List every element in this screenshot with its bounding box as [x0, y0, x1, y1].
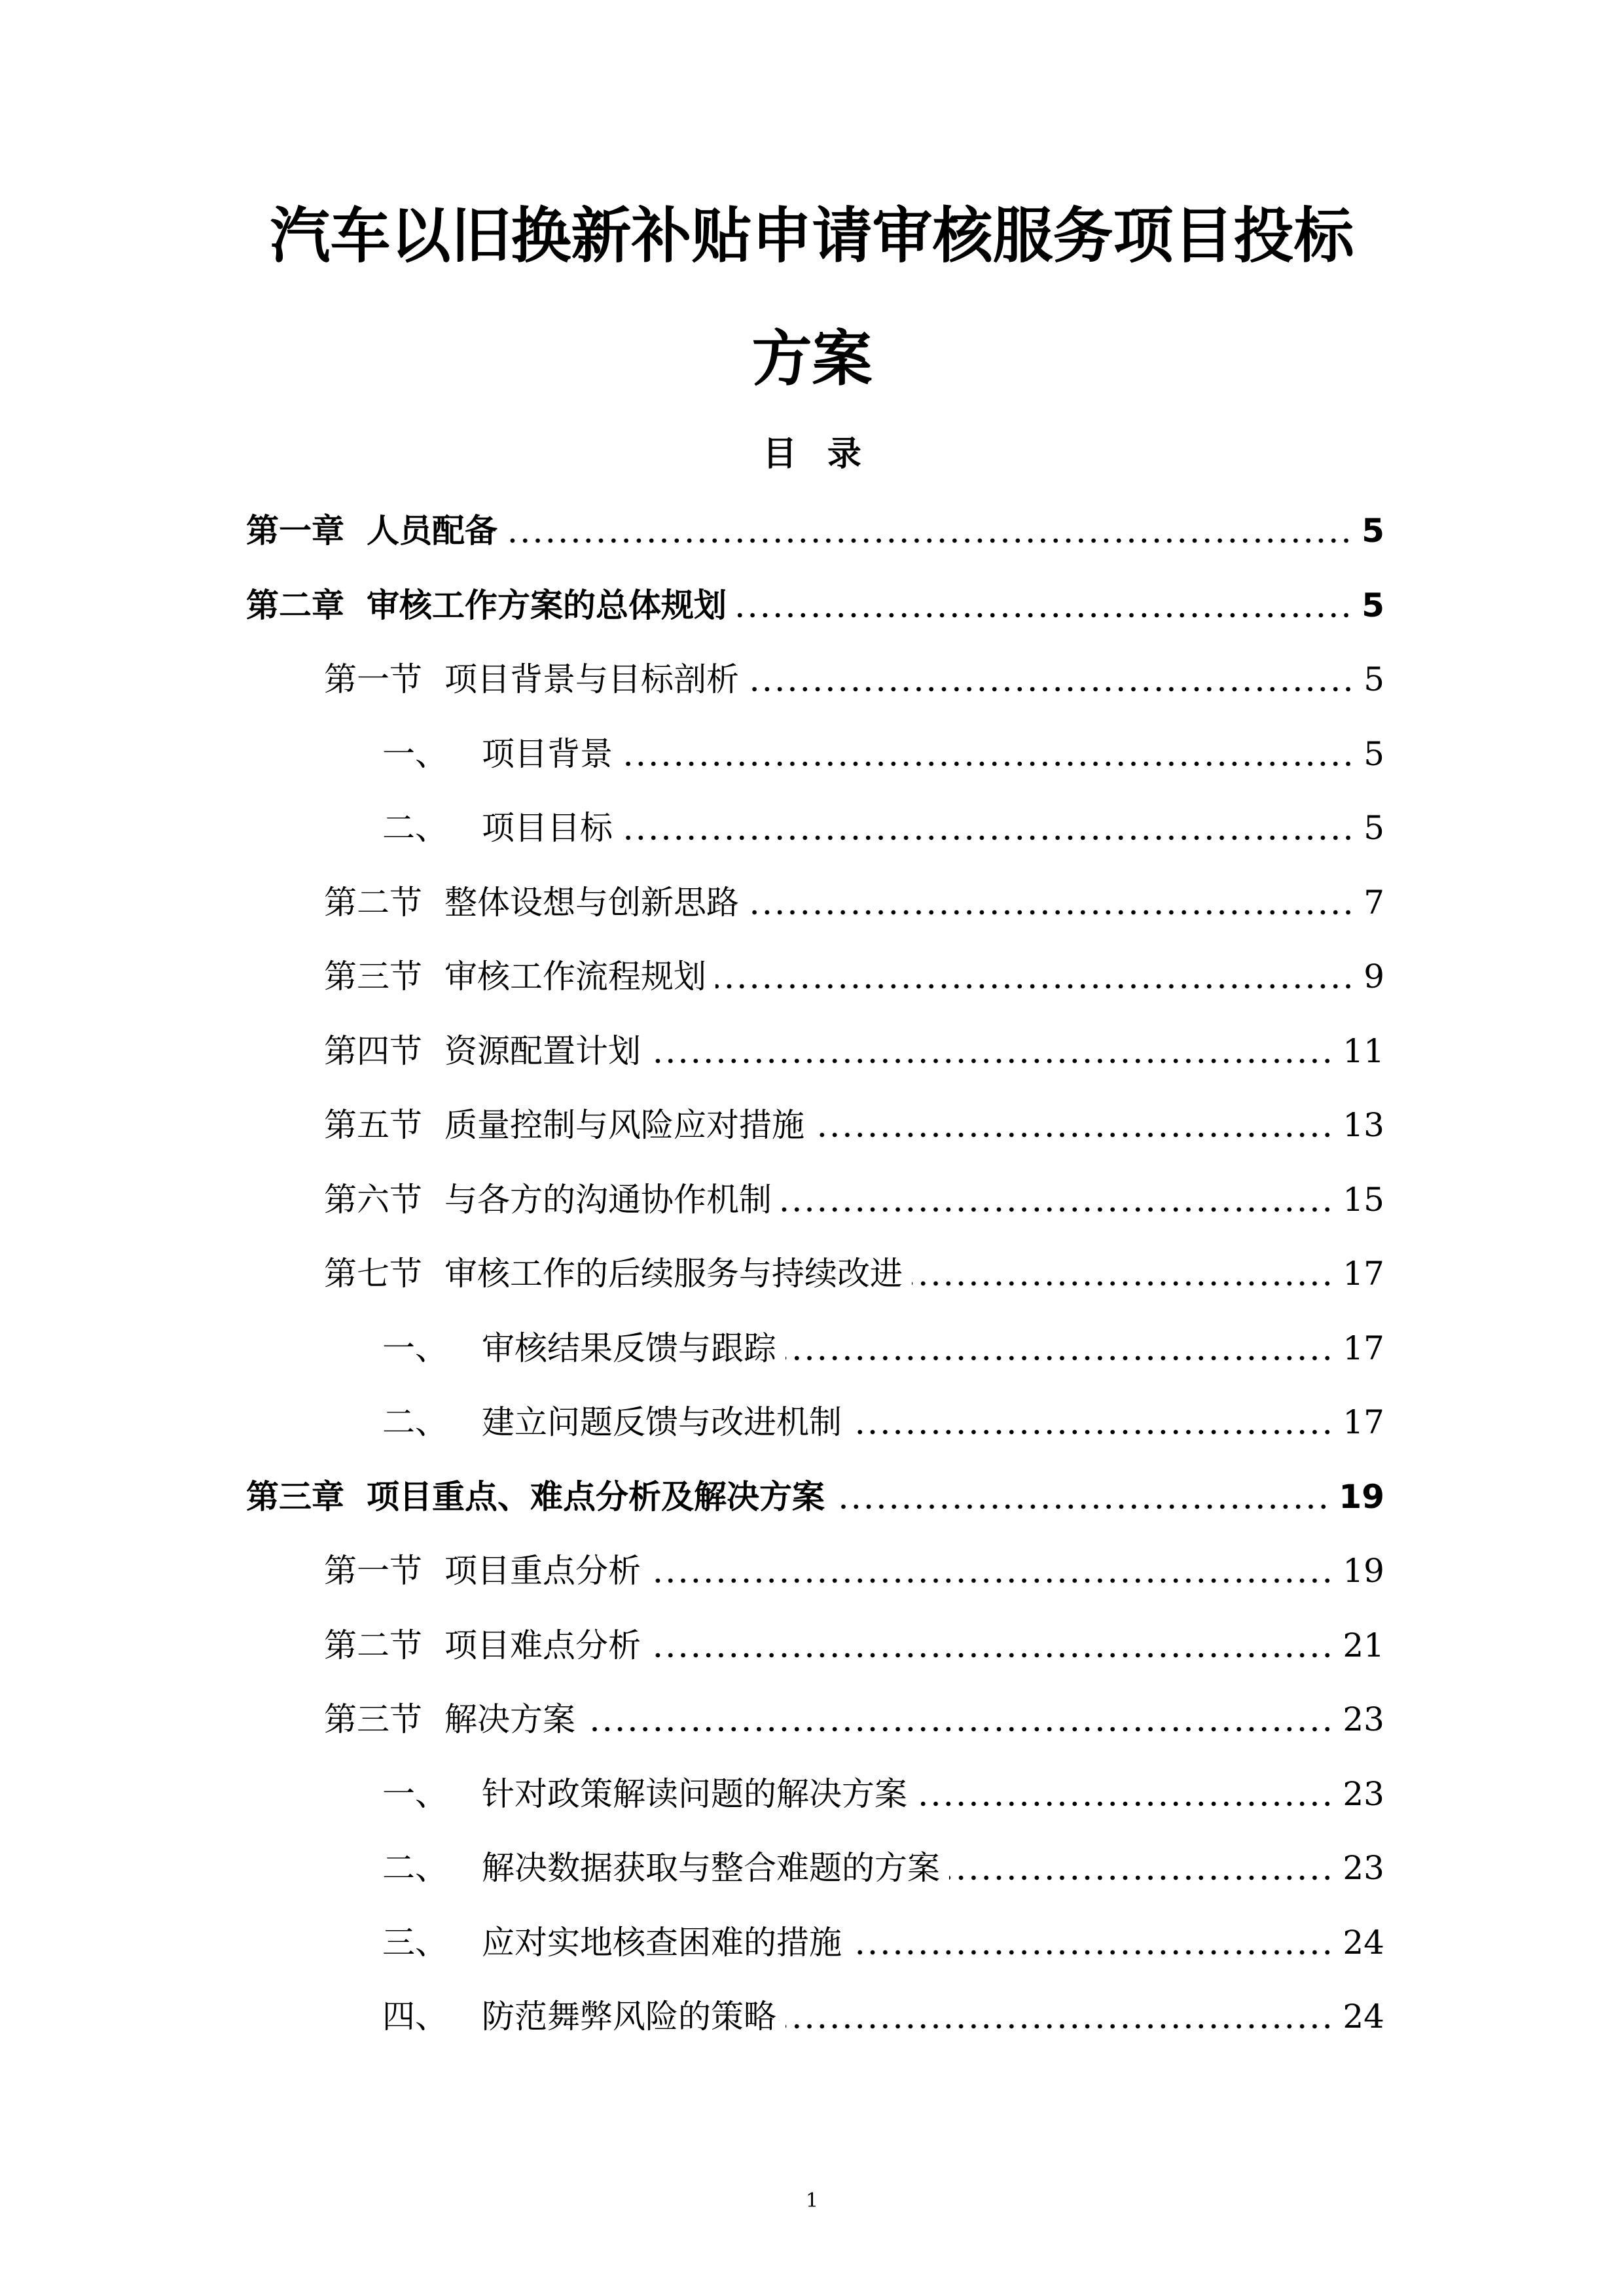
toc-entry-number: 一、	[382, 1329, 448, 1367]
toc-dot-leader	[851, 1429, 1333, 1435]
toc-entry-number: 第三节	[324, 1700, 422, 1738]
toc-entry-page: 24	[1343, 1998, 1384, 2036]
toc-entry-title: 整体设想与创新思路	[444, 883, 739, 922]
toc-dot-leader	[781, 1207, 1333, 1212]
toc-entry-page: 5	[1362, 586, 1384, 624]
toc-entry-page: 15	[1343, 1180, 1384, 1219]
toc-entry-page: 13	[1343, 1106, 1384, 1144]
toc-entry[interactable]	[324, 656, 1384, 702]
toc-entry-title: 审核工作方案的总体规划	[367, 586, 727, 624]
toc-dot-leader	[851, 1950, 1333, 1955]
toc-entry-number: 四、	[382, 1998, 448, 2036]
toc-entry-title: 针对政策解读问题的解决方案	[482, 1774, 907, 1813]
page-number: 1	[805, 2189, 819, 2212]
toc-entry-page: 19	[1339, 1477, 1384, 1516]
toc-dot-leader	[650, 1578, 1333, 1583]
toc-dot-leader	[736, 613, 1352, 618]
toc-entry[interactable]	[382, 1325, 1384, 1371]
toc-entry-title: 质量控制与风险应对措施	[444, 1106, 804, 1144]
toc-entry-title: 审核工作的后续服务与持续改进	[444, 1255, 903, 1293]
toc-entry-number: 第二节	[324, 883, 422, 922]
toc-entry-number: 三、	[382, 1923, 448, 1962]
toc-entry[interactable]	[324, 1548, 1384, 1594]
toc-dot-leader	[507, 538, 1352, 543]
toc-entry-page: 19	[1343, 1552, 1384, 1590]
toc-entry[interactable]	[324, 1696, 1384, 1742]
toc-entry-title: 应对实地核查困难的措施	[482, 1923, 842, 1962]
toc-entry[interactable]	[324, 880, 1384, 925]
toc-entry-title: 审核工作流程规划	[444, 958, 706, 996]
toc-entry-page: 5	[1363, 809, 1384, 847]
toc-dot-leader	[949, 1875, 1333, 1880]
toc-entry-page: 5	[1362, 512, 1384, 550]
toc-entry-page: 17	[1343, 1403, 1384, 1441]
toc-entry[interactable]	[324, 1028, 1384, 1074]
toc-entry-page: 23	[1343, 1849, 1384, 1887]
toc-dot-leader	[622, 835, 1354, 840]
toc-entry[interactable]	[246, 583, 1384, 628]
toc-entry-page: 5	[1363, 734, 1384, 773]
toc-entry[interactable]	[324, 1102, 1384, 1148]
toc-dot-leader	[834, 1504, 1329, 1509]
toc-dot-leader	[585, 1727, 1333, 1732]
toc-entry-number: 一、	[382, 734, 448, 773]
toc-entry-title: 解决数据获取与整合难题的方案	[482, 1849, 940, 1887]
toc-entry-page: 24	[1343, 1923, 1384, 1962]
toc-dot-leader	[912, 1281, 1333, 1286]
toc-entry-number: 第五节	[324, 1106, 422, 1144]
toc-entry-title: 与各方的沟通协作机制	[444, 1180, 772, 1219]
toc-entry-page: 17	[1343, 1329, 1384, 1367]
toc-dot-leader	[715, 984, 1354, 989]
toc-entry[interactable]	[324, 1251, 1384, 1297]
toc-entry[interactable]	[382, 805, 1384, 851]
toc-entry[interactable]	[382, 1771, 1384, 1817]
toc-entry-number: 二、	[382, 809, 448, 847]
toc-entry-number: 一、	[382, 1774, 448, 1813]
toc-entry-page: 23	[1343, 1700, 1384, 1738]
toc-entry-page: 23	[1343, 1774, 1384, 1813]
toc-entry-number: 第六节	[324, 1180, 422, 1219]
toc-entry[interactable]	[246, 1474, 1384, 1520]
toc-dot-leader	[814, 1132, 1333, 1138]
toc-dot-leader	[785, 1355, 1333, 1361]
toc-entry-title: 解决方案	[444, 1700, 575, 1738]
toc-entry[interactable]	[382, 1845, 1384, 1891]
toc-entry-title: 项目背景	[482, 734, 613, 773]
toc-entry-title: 资源配置计划	[444, 1031, 641, 1070]
toc-entry-title: 项目重点、难点分析及解决方案	[367, 1477, 825, 1516]
toc-entry[interactable]	[382, 731, 1384, 777]
toc-entry[interactable]	[382, 1399, 1384, 1445]
toc-dot-leader	[748, 687, 1354, 692]
toc-entry-number: 第三章	[246, 1477, 344, 1516]
toc-entry-number: 第一章	[246, 512, 344, 550]
toc-dot-leader	[622, 761, 1354, 766]
toc-heading: 目录	[763, 435, 892, 474]
document-title-line-2: 方案	[751, 324, 873, 394]
toc-entry-title: 审核结果反馈与跟踪	[482, 1329, 776, 1367]
toc-entry-number: 第一节	[324, 660, 422, 698]
toc-entry-number: 第四节	[324, 1031, 422, 1070]
toc-entry[interactable]	[324, 954, 1384, 999]
toc-entry-title: 项目难点分析	[444, 1626, 641, 1664]
toc-entry[interactable]	[324, 1623, 1384, 1668]
toc-dot-leader	[785, 2024, 1333, 2029]
toc-entry-page: 17	[1343, 1255, 1384, 1293]
toc-entry-title: 防范舞弊风险的策略	[482, 1998, 776, 2036]
toc-dot-leader	[650, 1058, 1333, 1064]
toc-entry-title: 建立问题反馈与改进机制	[482, 1403, 842, 1441]
toc-entry[interactable]	[382, 1994, 1384, 2039]
toc-entry-number: 第七节	[324, 1255, 422, 1293]
toc-entry-title: 人员配备	[367, 512, 497, 550]
toc-entry[interactable]	[382, 1920, 1384, 1965]
toc-entry-title: 项目背景与目标剖析	[444, 660, 739, 698]
toc-dot-leader	[748, 910, 1354, 915]
toc-entry[interactable]	[246, 508, 1384, 554]
toc-entry-title: 项目重点分析	[444, 1552, 641, 1590]
toc-entry-number: 第二章	[246, 586, 344, 624]
toc-entry-page: 5	[1363, 660, 1384, 698]
toc-entry[interactable]	[324, 1177, 1384, 1223]
toc-dot-leader	[650, 1653, 1333, 1658]
toc-entry-number: 第三节	[324, 958, 422, 996]
toc-entry-page: 7	[1363, 883, 1384, 922]
toc-entry-number: 第一节	[324, 1552, 422, 1590]
toc-entry-number: 二、	[382, 1403, 448, 1441]
toc-entry-page: 21	[1343, 1626, 1384, 1664]
toc-entry-page: 11	[1343, 1031, 1384, 1070]
toc-entry-number: 二、	[382, 1849, 448, 1887]
toc-entry-title: 项目目标	[482, 809, 613, 847]
toc-dot-leader	[916, 1801, 1333, 1806]
toc-entry-number: 第二节	[324, 1626, 422, 1664]
toc-entry-page: 9	[1363, 958, 1384, 996]
document-title-line-1: 汽车以旧换新补贴申请审核服务项目投标	[270, 201, 1354, 271]
